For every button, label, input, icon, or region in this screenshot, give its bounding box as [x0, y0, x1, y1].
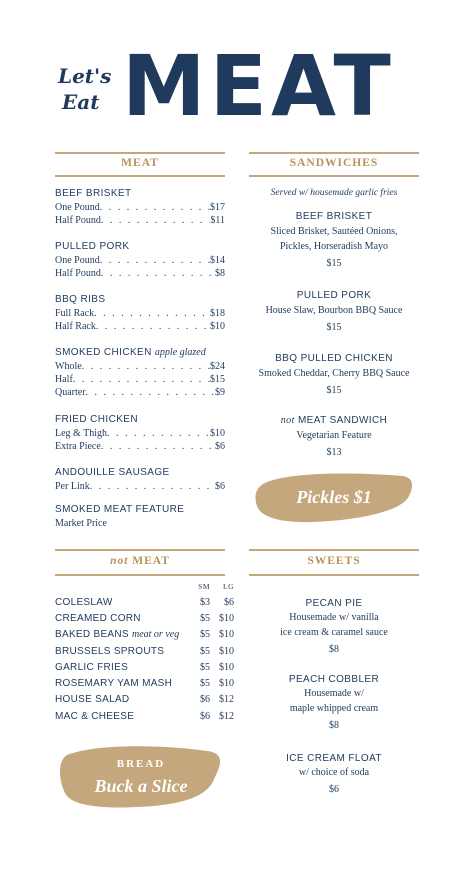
not-meat-top-rule [55, 549, 225, 551]
sandwich-price: $13 [326, 447, 342, 458]
price-row: Quarter . . . $9 [55, 387, 225, 398]
item-note: apple glazed [154, 347, 206, 358]
market-price: Market Price [55, 518, 107, 529]
sandwich-name: BEEF BRISKET [295, 211, 373, 222]
meat-section [55, 152, 225, 532]
sandwich-price: $15 [326, 385, 342, 396]
sandwich-item [249, 415, 419, 458]
not-meat-bottom-rule [55, 574, 225, 576]
price-row: Half Pound . . . $8 [55, 268, 225, 279]
sweet-item [249, 674, 419, 731]
col-sm: SM [198, 582, 210, 591]
side-row: GARLIC FRIES $5 $10 [55, 661, 234, 673]
price-row: One Pound . . . $17 [55, 202, 225, 213]
sandwiches-subtitle: Served w/ housemade garlic fries [270, 188, 398, 198]
sweets-top-rule [249, 549, 419, 551]
sweet-desc: ice cream & caramel sauce [280, 627, 388, 638]
sweets-section-title: SWEETS [307, 555, 361, 567]
sweet-desc: Housemade w/ [304, 688, 364, 699]
meat-item-smoked-chicken [55, 347, 225, 398]
not-meat-section [55, 549, 234, 829]
side-row: ROSEMARY YAM MASH $5 $10 [55, 678, 234, 690]
sandwich-name: BBQ PULLED CHICKEN [275, 353, 393, 364]
sandwich-name: not MEAT SANDWICH [280, 415, 388, 426]
meat-item-pulled-pork [55, 241, 225, 279]
sweet-name: PECAN PIE [305, 598, 363, 609]
sweet-desc: w/ choice of soda [298, 767, 370, 778]
col-lg: LG [223, 582, 234, 591]
sandwich-item [249, 290, 419, 333]
price-row: Per Link . . . $6 [55, 481, 225, 492]
sweets-bottom-rule [249, 574, 419, 576]
sandwich-price: $15 [326, 258, 342, 269]
header-eat: Eat [62, 90, 100, 114]
sandwiches-top-rule [249, 152, 419, 154]
pickles-text: Pickles $1 [296, 487, 372, 507]
bread-label: BREAD [116, 758, 166, 770]
sweet-item [249, 753, 419, 795]
sandwich-desc: Vegetarian Feature [296, 430, 372, 441]
header-title: MEAT [122, 37, 395, 135]
side-row: BAKED BEANS meat or veg $5 $10 [55, 629, 234, 641]
item-name: BBQ RIBS [55, 294, 106, 305]
sweet-price: $6 [329, 784, 339, 795]
side-row: CREAMED CORN $5 $10 [55, 612, 234, 624]
side-row: HOUSE SALAD $6 $12 [55, 694, 234, 706]
bread-offer: Buck a Slice [94, 776, 188, 796]
item-name: SMOKED MEAT FEATURE [55, 504, 185, 515]
header-lets: Let's [58, 64, 112, 88]
price-row: Half Pound . . . $11 [55, 215, 225, 226]
sweet-name: ICE CREAM FLOAT [286, 753, 382, 764]
item-name: ANDOUILLE SAUSAGE [55, 467, 170, 478]
pickles-badge [253, 470, 415, 526]
sandwich-desc: Pickles, Horseradish Mayo [279, 241, 389, 252]
sandwich-desc: House Slaw, Bourbon BBQ Sauce [265, 305, 403, 316]
item-name: BEEF BRISKET [55, 188, 132, 199]
sweet-price: $8 [329, 644, 339, 655]
price-row: Whole . . . $24 [55, 361, 225, 372]
price-row: Extra Piece . . . $6 [55, 441, 225, 452]
meat-top-rule [55, 152, 225, 154]
sandwiches-bottom-rule [249, 175, 419, 177]
meat-item-beef-brisket [55, 188, 225, 226]
side-row: MAC & CHEESE $6 $12 [55, 710, 234, 722]
item-name: FRIED CHICKEN [55, 414, 138, 425]
size-headers [188, 582, 236, 591]
price-row: Half . . . $15 [55, 374, 225, 385]
sandwich-item [249, 353, 419, 396]
price-row: Leg & Thigh . . . $10 [55, 428, 225, 439]
meat-item-bbq-ribs [55, 294, 225, 332]
side-row: BRUSSELS SPROUTS $5 $10 [55, 645, 234, 657]
meat-item-fried-chicken [55, 414, 225, 452]
sandwich-desc: Sliced Brisket, Sautéed Onions, [270, 226, 398, 237]
not-meat-section-title: not MEAT [110, 555, 170, 567]
sweet-item [249, 598, 419, 655]
meat-section-title: MEAT [121, 157, 159, 169]
price-row: One Pound . . . $14 [55, 255, 225, 266]
item-name: SMOKED CHICKEN apple glazed [55, 347, 206, 358]
sweets-section [249, 549, 419, 809]
sides-list [55, 594, 235, 724]
sweet-price: $8 [329, 720, 339, 731]
sandwich-item [249, 211, 419, 269]
sweet-desc: maple whipped cream [289, 703, 379, 714]
meat-feature [55, 504, 225, 529]
price-row: Half Rack . . . $10 [55, 321, 225, 332]
sandwiches-section [249, 152, 419, 542]
sandwich-desc: Smoked Cheddar, Cherry BBQ Sauce [258, 368, 410, 379]
price-row: Full Rack . . . $18 [55, 308, 225, 319]
meat-bottom-rule [55, 175, 225, 177]
side-row: COLESLAW $3 $6 [55, 596, 234, 608]
sweet-name: PEACH COBBLER [288, 674, 380, 685]
sandwich-price: $15 [326, 322, 342, 333]
meat-item-andouille [55, 467, 225, 492]
sandwiches-section-title: SANDWICHES [289, 157, 379, 169]
item-name: PULLED PORK [55, 241, 130, 252]
bread-badge [57, 743, 225, 813]
sweet-desc: Housemade w/ vanilla [289, 612, 379, 623]
sandwich-name: PULLED PORK [296, 290, 372, 301]
